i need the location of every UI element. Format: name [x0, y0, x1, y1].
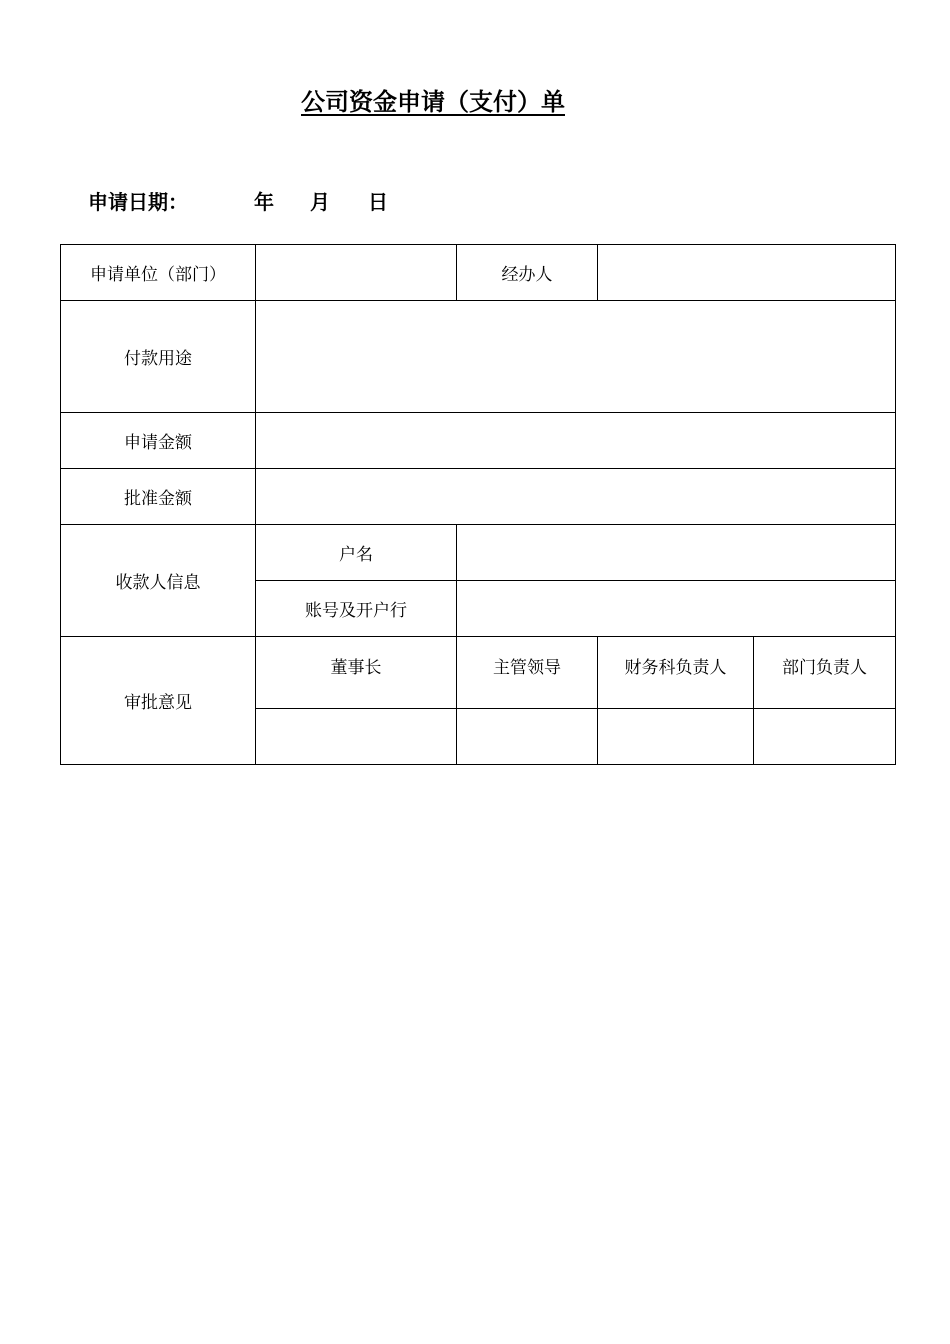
payee-info-label: 收款人信息 [61, 525, 256, 637]
account-name-label: 户名 [256, 525, 457, 581]
table-row [61, 245, 896, 301]
applicant-unit-field[interactable] [256, 245, 457, 301]
chairman-label: 董事长 [256, 637, 457, 709]
approved-amount-field[interactable] [256, 469, 896, 525]
approval-label: 审批意见 [61, 637, 256, 765]
account-name-field[interactable] [457, 525, 896, 581]
date-label: 申请日期： [88, 190, 188, 214]
application-date [88, 186, 388, 215]
table-row [61, 469, 896, 525]
date-month-label: 月 [310, 190, 330, 214]
table-row [61, 301, 896, 413]
fund-application-table [60, 244, 896, 765]
account-bank-label: 账号及开户行 [256, 581, 457, 637]
approved-amount-label: 批准金额 [61, 469, 256, 525]
date-day-label: 日 [368, 190, 388, 214]
payment-purpose-label: 付款用途 [61, 301, 256, 413]
table-row [61, 525, 896, 581]
chairman-signature-field[interactable] [256, 709, 457, 765]
table-row [61, 413, 896, 469]
finance-head-signature-field[interactable] [598, 709, 754, 765]
payment-purpose-field[interactable] [256, 301, 896, 413]
dept-head-label: 部门负责人 [754, 637, 896, 709]
handler-label: 经办人 [457, 245, 598, 301]
requested-amount-label: 申请金额 [61, 413, 256, 469]
date-year-label: 年 [254, 190, 274, 214]
account-bank-field[interactable] [457, 581, 896, 637]
requested-amount-field[interactable] [256, 413, 896, 469]
handler-field[interactable] [598, 245, 896, 301]
table-row [61, 637, 896, 709]
supervisor-label: 主管领导 [457, 637, 598, 709]
form-title: 公司资金申请（支付）单 [301, 88, 565, 116]
finance-head-label: 财务科负责人 [598, 637, 754, 709]
applicant-unit-label: 申请单位（部门） [61, 245, 256, 301]
dept-head-signature-field[interactable] [754, 709, 896, 765]
supervisor-signature-field[interactable] [457, 709, 598, 765]
